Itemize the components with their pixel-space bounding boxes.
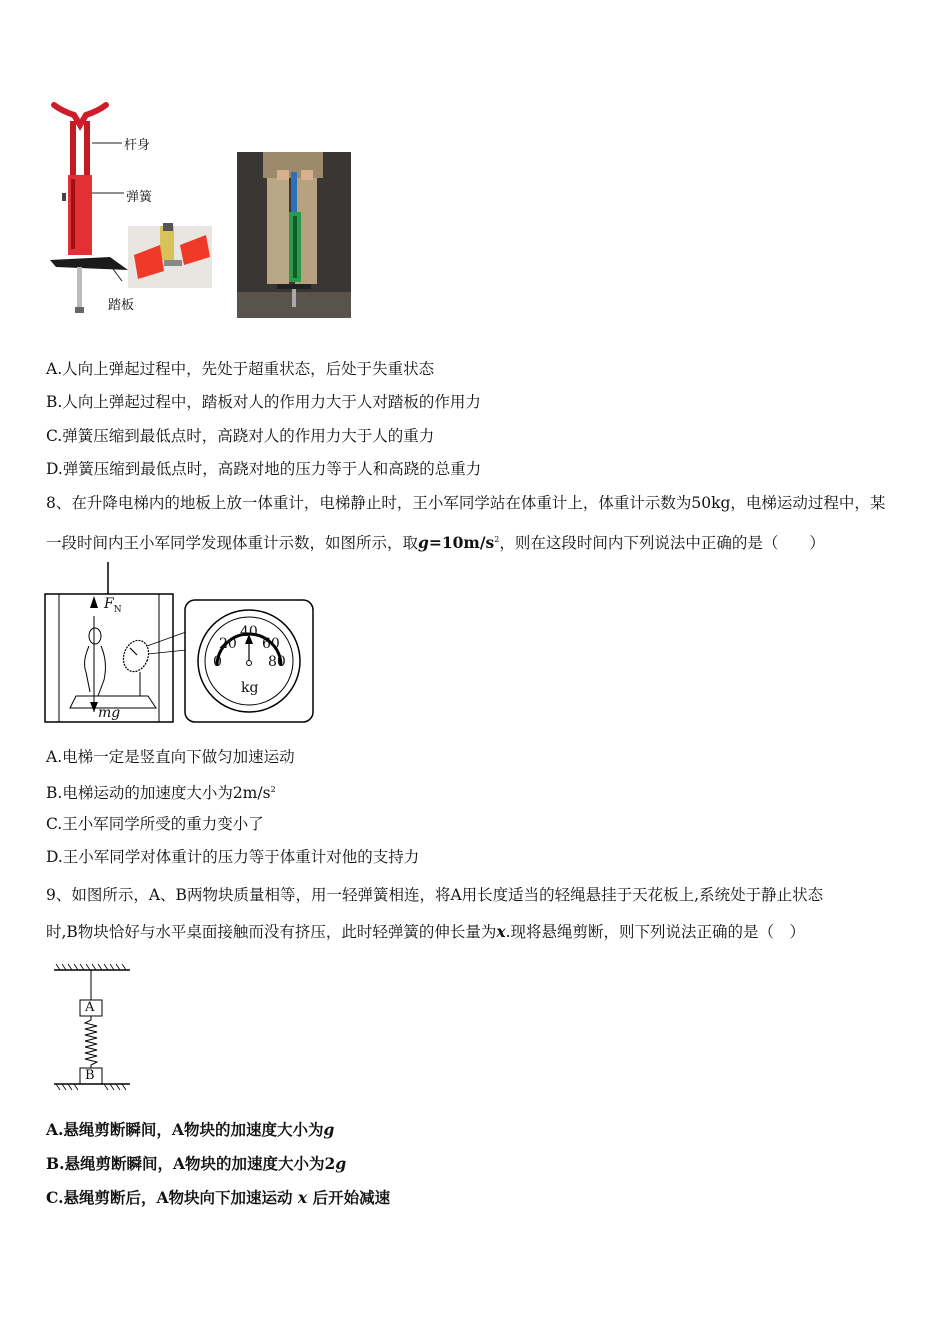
q9-stem-line1: 9、如图所示，A、B两物块质量相等，用一轻弹簧相连，将A用长度适当的轻绳悬挂于天花板上,系统处于静止状态 xyxy=(46,886,824,904)
q8-option-b: B.电梯运动的加速度大小为$2m/s^2$ xyxy=(46,784,276,803)
q7-option-b: B.人向上弹起过程中，踏板对人的作用力大于人对踏板的作用力 xyxy=(46,393,481,411)
block-a-label: A xyxy=(85,1000,95,1015)
q7-option-d: D.弹簧压缩到最低点时，高跷对地的压力等于人和高跷的总重力 xyxy=(46,460,482,478)
dial-tick-20: 20 xyxy=(219,636,237,652)
dial-tick-0: 0 xyxy=(213,654,222,670)
dial-unit: kg xyxy=(241,680,259,696)
dial-tick-60: 60 xyxy=(262,636,280,652)
label-rod: 杆身 xyxy=(124,138,151,153)
person-photo xyxy=(237,152,351,318)
q8-stem-line2: 一段时间内王小军同学发现体重计示数，如图所示，取$g=10m/s^2$，则在这段时间内下列说法中正确的是（ ） xyxy=(46,533,825,553)
q8-option-c: C.王小军同学所受的重力变小了 xyxy=(46,815,264,833)
q9-option-c: C.悬绳剪断后，A物块向下加速运动 x 后开始减速 xyxy=(46,1188,391,1207)
q7-option-c: C.弹簧压缩到最低点时，高跷对人的作用力大于人的重力 xyxy=(46,427,435,445)
dial-tick-80: 80 xyxy=(268,654,286,670)
q8-stem-line1: 8、在升降电梯内的地板上放一体重计，电梯静止时，王小军同学站在体重计上，体重计示数为50kg，电梯运动过程中，某 xyxy=(46,494,886,512)
q9-option-b: B.悬绳剪断瞬间，A物块的加速度大小为2g xyxy=(46,1154,347,1173)
q7-option-a: A.人向上弹起过程中，先处于超重状态，后处于失重状态 xyxy=(46,360,435,378)
q9-stem-line2: 时,B物块恰好与水平桌面接触而没有挤压，此时轻弹簧的伸长量为x.现将悬绳剪断，则下列说法正确的是（ ） xyxy=(46,922,806,941)
q8-option-d: D.王小军同学对体重计的压力等于体重计对他的支持力 xyxy=(46,848,420,866)
weight-label: mg xyxy=(98,705,121,721)
label-pedal: 踏板 xyxy=(108,298,135,313)
force-label: $F_N$ xyxy=(104,596,122,615)
q8-option-a: A.电梯一定是竖直向下做匀加速运动 xyxy=(46,748,295,766)
pogo-stick-figure xyxy=(40,95,220,325)
dial-tick-40: 40 xyxy=(240,624,258,640)
label-spring: 弹簧 xyxy=(126,190,153,205)
block-b-label: B xyxy=(85,1068,95,1083)
q9-option-a: A.悬绳剪断瞬间，A物块的加速度大小为g xyxy=(46,1120,335,1139)
